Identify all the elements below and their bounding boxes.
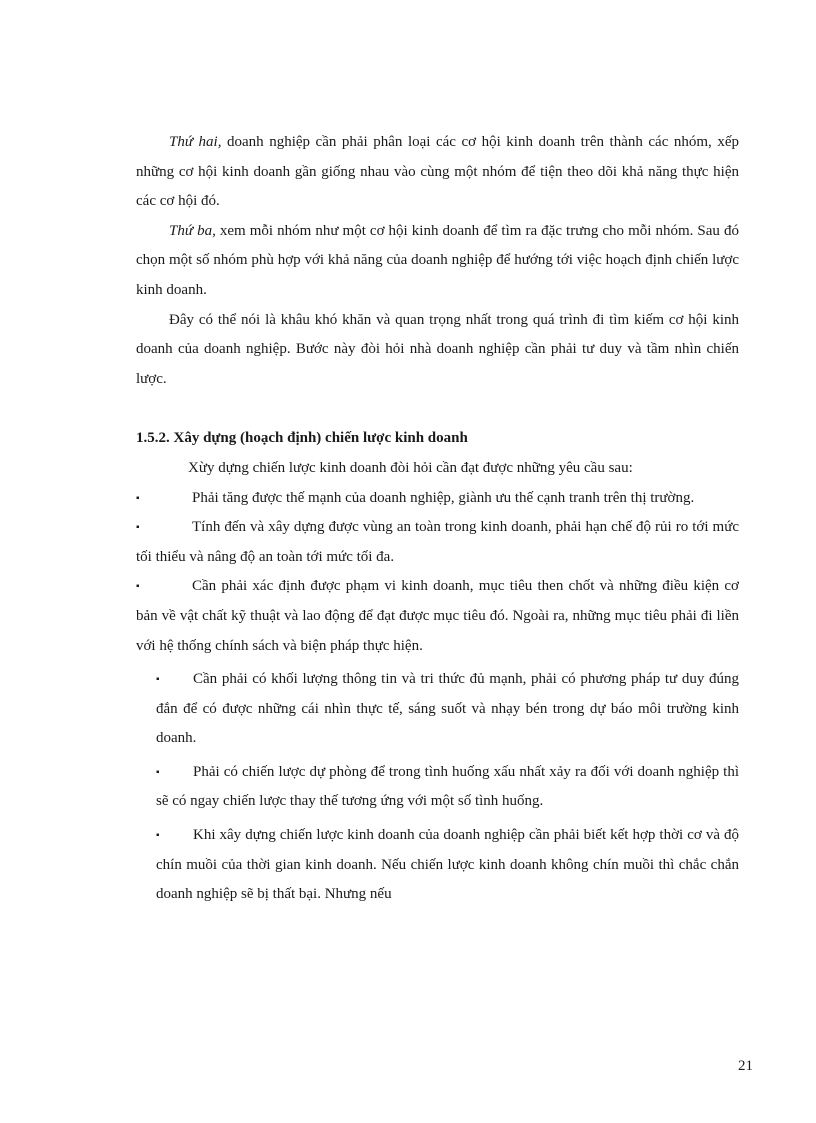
paragraph-body: doanh nghiệp cần phải phân loại các cơ hội kinh doanh trên thành các nhóm, xếp những cơ hội kinh doanh gần giống nhau vào cùng một nhóm để tiện theo dõi khả năng thực hiện các cơ hội đó. [136, 134, 739, 210]
bullet-icon: ▪ [156, 674, 160, 686]
page-number: 21 [738, 1058, 753, 1074]
list-item-text: Cần phải có khối lượng thông tin và tri thức đủ mạnh, phải có phương pháp tư duy đúng đắn để có được những cái nhìn thực tế, sáng suốt và nhạy bén trong dự báo môi trường kinh doanh. [156, 671, 739, 747]
bullet-icon: ▪ [136, 522, 140, 534]
document-page [136, 128, 739, 914]
section-heading: 1.5.2. Xây dựng (hoạch định) chiến lược kinh doanh [136, 430, 468, 447]
list-item [156, 758, 739, 817]
list-item [136, 484, 739, 514]
bullet-icon: ▪ [136, 492, 140, 504]
paragraph-thu-hai [136, 128, 739, 217]
paragraph-thu-ba [136, 217, 739, 306]
section-intro: Xừy dựng chiến lược kinh doanh đòi hỏi cần đạt được những yêu cầu sau: [188, 459, 633, 476]
paragraph-conclusion: Đây có thể nói là khâu khó khăn và quan trọng nhất trong quá trình đi tìm kiếm cơ hội kinh doanh của doanh nghiệp. Bước này đòi hỏi nhà doanh nghiệp cần phải tư duy và tầm nhìn chiến lược. [136, 311, 739, 387]
spacer [136, 394, 739, 424]
bullet-icon: ▪ [156, 766, 160, 778]
list-item-text: Tính đến và xây dựng được vùng an toàn trong kinh doanh, phải hạn chế độ rủi ro tới mức tối thiểu và nâng độ an toàn tới mức tối đa. [136, 519, 739, 565]
paragraph-body: xem mỗi nhóm như một cơ hội kinh doanh để tìm ra đặc trưng cho mỗi nhóm. Sau đó chọn một số nhóm phù hợp với khả năng của doanh nghiệp để hướng tới việc hoạch định chiến lược kinh doanh. [136, 222, 739, 298]
list-item [156, 821, 739, 910]
bullet-icon: ▪ [136, 581, 140, 593]
list-item [136, 572, 739, 661]
list-item-text: Phải tăng được thế mạnh của doanh nghiệp, giành ưu thế cạnh tranh trên thị trường. [192, 489, 695, 506]
paragraph-lead: Thứ ba, [169, 222, 216, 239]
list-item [136, 513, 739, 572]
list-item-text: Cần phải xác định được phạm vi kinh doanh, mục tiêu then chốt và những điều kiện cơ bản về vật chất kỹ thuật và lao động để đạt được mục tiêu đó. Ngoài ra, những mục tiêu phải đi liền với hệ thống chính sách và biện pháp thực hiện. [136, 578, 739, 654]
bullet-icon: ▪ [156, 830, 160, 842]
list-item [156, 665, 739, 754]
paragraph-lead: Thứ hai, [169, 134, 222, 150]
list-item-text: Khi xây dựng chiến lược kinh doanh của doanh nghiệp cần phải biết kết hợp thời cơ và độ chín muồi của thời gian kinh doanh. Nếu chiến lược kinh doanh không chín muồi thì chắc chắn doanh nghiệp sẽ bị thất bại. Nhưng nếu [156, 827, 739, 903]
list-item-text: Phải có chiến lược dự phòng để trong tình huống xấu nhất xảy ra đối với doanh nghiệp thì sẽ có ngay chiến lược thay thế tương ứng với một số tình huống. [156, 763, 739, 810]
